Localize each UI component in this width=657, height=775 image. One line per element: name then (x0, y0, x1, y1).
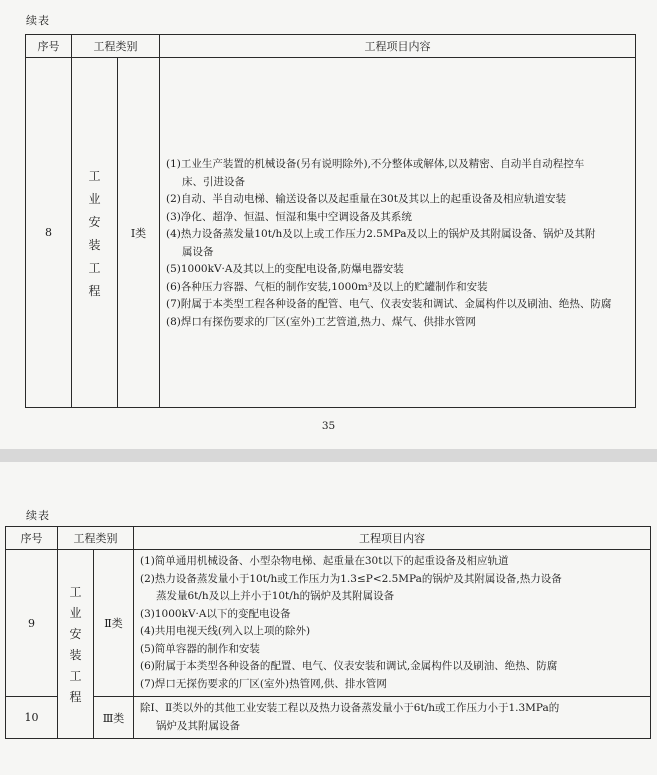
table-row (6, 697, 651, 739)
page-gap (0, 449, 657, 462)
item-text: (4)共用电视天线(列入以上项的除外) (140, 625, 311, 637)
content-cell (134, 550, 651, 697)
page-number: 35 (321, 420, 336, 432)
list-item (166, 261, 629, 279)
category-cell (58, 550, 94, 739)
class-cell: Ⅰ类 (118, 58, 160, 408)
list-item (140, 623, 644, 641)
class-cell: Ⅱ类 (94, 550, 134, 697)
category-cell (72, 58, 118, 408)
list-item (140, 606, 644, 624)
item-list (134, 697, 650, 738)
category-char: 装 (88, 237, 101, 252)
item-text: 除Ⅰ、Ⅱ类以外的其他工业安装工程以及热力设备蒸发量小于6t/h或工作压力小于1.3MPa的 (140, 702, 560, 714)
list-item (166, 209, 629, 227)
category-char: 程 (69, 690, 82, 704)
category-char: 装 (69, 648, 82, 662)
header-category: 工程类别 (72, 35, 160, 58)
list-item (140, 571, 644, 606)
category-char: 业 (88, 191, 101, 206)
item-text: (3)净化、超净、恒温、恒湿和集中空调设备及其系统 (166, 210, 412, 223)
page-36 (0, 462, 657, 775)
row-number: 10 (6, 697, 58, 739)
content-cell (160, 58, 636, 408)
list-item (166, 314, 629, 332)
category-char: 工 (69, 585, 82, 599)
category-char: 工 (88, 168, 101, 183)
category-char: 工 (88, 260, 101, 275)
category-char: 安 (88, 214, 101, 229)
item-text-continued: 属设备 (182, 245, 214, 258)
category-char: 业 (69, 606, 82, 620)
list-item (140, 700, 644, 735)
category-char: 工 (69, 669, 82, 683)
list-item (140, 641, 644, 659)
table-header-row (26, 35, 636, 58)
item-text: (2)热力设备蒸发量小于10t/h或工作压力为1.3≤P<2.5MPa的锅炉及其附属设备,热力设备 (140, 572, 562, 585)
item-text: (6)附属于本类型各种设备的配置、电气、仪表安装和调试,金属构件以及刷油、绝热、防腐 (140, 660, 558, 672)
list-item (166, 226, 629, 261)
header-content: 工程项目内容 (160, 35, 636, 58)
category-char: 安 (69, 627, 82, 641)
list-item (166, 279, 629, 297)
content-cell (134, 697, 651, 739)
list-item (140, 658, 644, 676)
category-vertical-text (58, 583, 93, 705)
item-text: (7)焊口无探伤要求的厂区(室外)热管网,供、排水管网 (140, 677, 387, 690)
table-header-row (6, 527, 651, 550)
item-text: (3)1000kV·A以下的变配电设备 (140, 607, 291, 620)
item-text: (8)焊口有探伤要求的厂区(室外)工艺管道,热力、煤气、供排水管网 (166, 315, 476, 328)
item-text: (7)附属于本类型工程各种设备的配管、电气、仪表安装和调试、金属构件以及刷油、绝热、防腐 (166, 298, 612, 310)
item-text-continued: 锅炉及其附属设备 (156, 719, 240, 732)
list-item (166, 156, 629, 191)
engineering-category-table (5, 526, 651, 739)
list-item (140, 676, 644, 694)
continued-label: 续表 (26, 509, 50, 522)
category-vertical-text (72, 167, 117, 299)
item-text: (4)热力设备蒸发量10t/h及以上或工作压力2.5MPa及以上的锅炉及其附属设备、锅炉及其附 (166, 228, 596, 240)
engineering-category-table (25, 34, 636, 408)
category-char: 程 (88, 283, 101, 298)
item-text-continued: 床、引进设备 (182, 175, 245, 188)
list-item (140, 553, 644, 571)
item-list (160, 58, 635, 335)
item-text: (6)各种压力容器、气柜的制作安装,1000m³及以上的贮罐制作和安装 (166, 280, 488, 293)
row-number: 9 (6, 550, 58, 697)
class-cell: Ⅲ类 (94, 697, 134, 739)
list-item (166, 296, 629, 314)
item-text: (1)简单通用机械设备、小型杂物电梯、起重量在30t以下的起重设备及相应轨道 (140, 555, 509, 567)
row-number: 8 (26, 58, 72, 408)
item-text: (5)1000kV·A及其以上的变配电设备,防爆电器安装 (166, 263, 404, 275)
item-text: (1)工业生产装置的机械设备(另有说明除外),不分整体或解体,以及精密、自动半自动程控车 (166, 158, 585, 170)
item-text: (5)简单容器的制作和安装 (140, 642, 260, 655)
header-no: 序号 (26, 35, 72, 58)
item-text-continued: 蒸发量6t/h及以上并小于10t/h的锅炉及其附属设备 (156, 590, 395, 602)
item-list (134, 550, 650, 696)
table-row (6, 550, 651, 697)
list-item (166, 191, 629, 209)
header-content: 工程项目内容 (134, 527, 651, 550)
continued-label: 续表 (26, 14, 50, 27)
header-category: 工程类别 (58, 527, 134, 550)
header-no: 序号 (6, 527, 58, 550)
table-row (26, 58, 636, 408)
item-text: (2)自动、半自动电梯、输送设备以及起重量在30t及其以上的起重设备及相应轨道安装 (166, 193, 566, 205)
